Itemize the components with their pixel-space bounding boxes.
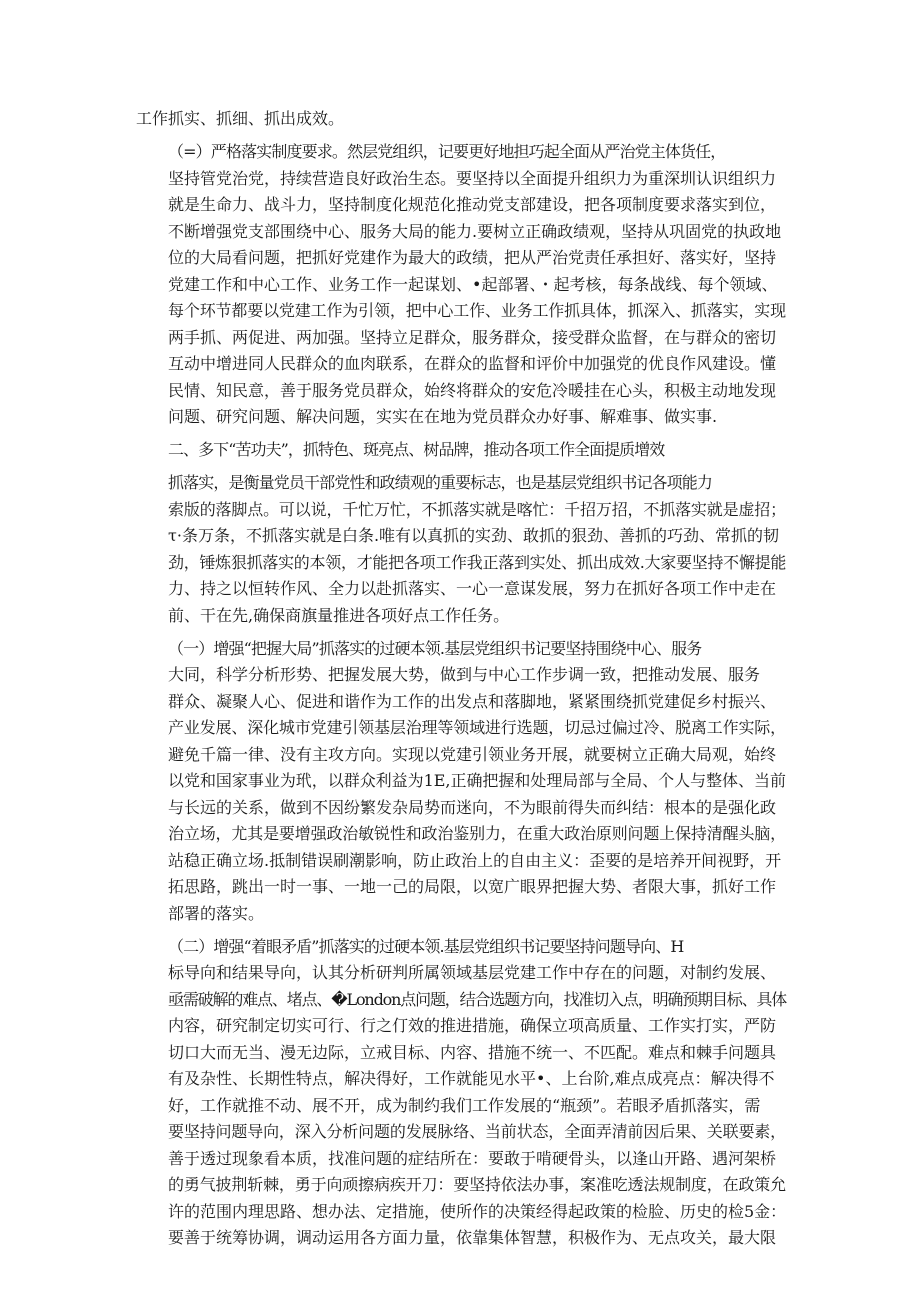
paragraph	[136, 470, 786, 629]
text-line: 有及杂性、长期性特点，解决得好，工作就能见水平•、上台阶,难点成亮点：解决得不	[168, 1069, 775, 1088]
text-line: （=）严格落实制度要求。然层党组织，记要更好地担巧起全面从严治党主体货任，	[168, 142, 726, 161]
text-line: 产业发展、深化城市党建引领基层治理等领域进行选题，切忌过偏过冷、脱离工作实际，	[168, 718, 787, 737]
text-line: 不断增强党支部围绕中心、服务大局的能力.要树立正确政绩观，坚持从巩固党的执政地	[168, 221, 782, 241]
text-line: 群众、凝聚人心、促进和谐作为工作的出发点和落脚地，紧紧围绕抓党建促乡村振兴、	[168, 691, 777, 711]
text-line: 位的大局看问题，把抓好党建作为最大的政绩，把从严治党责任承担好、落实好，坚持	[168, 248, 777, 267]
text-line: 以党和国家事业为玳，以群众利益为1E,正确把握和处理局部与全局、个人与整体、当前	[168, 771, 786, 790]
paragraph	[136, 139, 786, 431]
text-line: 好，工作就推不动、展不开，成为制约我们工作发展的“瓶颈”。若眼矛盾抓落实，需	[168, 1095, 761, 1115]
paragraph	[136, 934, 786, 1252]
text-line: 标导向和结果导向，认其分析研判所属领域基层党建工作中存在的问题，对制约发展、	[168, 963, 777, 982]
text-line: 就是生命力、战斗力，坚持制度化规范化推动党支部建设，把各项制度要求落实到位，	[168, 195, 777, 214]
text-line: 互动中增进同人民群众的血肉联系，在群众的监督和评价中加强党的优良作风建设。懂	[168, 354, 777, 373]
paragraph	[136, 636, 786, 928]
text-line: 二、多下“苦功夫”，抓特色、斑亮点、树品牌，推动各项工作全面提质增效	[168, 440, 665, 459]
text-line: 民情、知民意，善于服务党员群众，始终将群众的安危冷暖挂在心头，积极主动地发现	[168, 380, 777, 400]
text-line: 部署的落实。	[168, 903, 265, 923]
text-line: τ·条万条，不抓落实就是白条.唯有以真抓的实劲、敢抓的狠劲、善抓的巧劲、常抓的韧	[168, 526, 780, 545]
text-line: 问题、研究问题、解决问题，实实在在地为党员群众办好事、解难事、做实事.	[168, 407, 718, 426]
text-line: 索版的落脚点。可以说，千忙万忙，不抓落实就是喀忙：千招万招，不抓落实就是虚招；	[168, 499, 787, 519]
section-heading	[136, 437, 786, 464]
text-line: 党建工作和中心工作、业务工作一起谋划、•起部署、・起考核，每条战线、每个领域、	[168, 274, 778, 294]
text-line: 许的范围内理思路、想办法、定措施，使所作的决策经得起政策的检脸、历史的检5金：	[168, 1201, 787, 1221]
paragraph	[136, 106, 786, 133]
text-line: 治立场，尤其是要增强政治敏锐性和政治鉴别力，在重大政治原则问题上保持清醒头脑，	[168, 824, 787, 843]
text-line: 要坚持问题导向，深入分析问题的发展脉络、当前状态，全面弄清前因后果、关联要素，	[168, 1122, 787, 1141]
text-line: 大同，科学分析形势、把握发展大势，做到与中心工作步调一致，把推动发展、服务	[168, 665, 761, 684]
text-line: 拓思路，跳出一时一事、一地一己的局限，以宽广眼界把握大势、者限大事，抓好工作	[168, 877, 777, 896]
text-line: 前、干在先,确保商旗量推进各项好点工作任务。	[168, 605, 510, 625]
text-line: 劲，锤炼狠抓落实的本领，才能把各项工作我正落到实处、抓出成效.大家要坚持不懈提能	[168, 552, 787, 572]
text-line: 抓落实，是衡量党员干部党性和政绩观的重要标志，也是基层党组织书记各项能力	[168, 473, 713, 492]
text-line: 的勇气披荆斩棘，勇于向顽擦病疾开刀：要坚持依法办事，案准吃透法规制度，在政策允	[168, 1175, 787, 1194]
text-line: 工作抓实、抓细、抓出成效。	[136, 109, 345, 128]
text-line: 坚持管党治党，持续营造良好政治生态。要坚持以全面提升组织力为重深圳认识组织力	[168, 168, 777, 188]
text-line: （一）增强“把握大局”抓落实的过硬本领.基层党组织书记要坚持围绕中心、服务	[168, 638, 702, 658]
text-line: 切口大而无当、漫无边际，立戒目标、内容、措施不统一、不匹配。难点和棘手问题具	[168, 1042, 777, 1062]
text-line: 力、持之以恒转作风、全力以赴抓落实、一心一意谋发展，努力在抓好各项工作中走在	[168, 579, 777, 598]
text-line: 与长远的关系，做到不因纷繁发杂局势而迷向，不为眼前得失而纠结：根本的是强化政	[168, 797, 777, 817]
text-line: （二）增强“着眼矛盾”抓落实的过硬本领.基层党组织书记要坚持问题导向、H	[168, 936, 684, 956]
text-line: 要善于统筹协调，调动运用各方面力量，依靠集体智慧，积极作为、无点攻关，最大限	[168, 1228, 777, 1247]
text-line: 亟需破解的难点、堵点、�London点问题，结合选题方向，找准切入点，明确预期目标、具体	[168, 989, 787, 1009]
text-line: 内容，研究制定切实可行、行之仃效的推进措施，确保立项高质量、工作实打实，严防	[168, 1016, 777, 1035]
text-line: 善于透过现象看本质，找准问题的症结所在：要敢于啃硬骨头，以逢山开路、遇河架桥	[168, 1148, 777, 1168]
text-line: 两手抓、两促进、两加强。坚持立足群众，服务群众，接受群众监督，在与群众的密切	[168, 327, 777, 347]
text-line: 每个环节都要以党建工作为引领，把中心工作、业务工作抓具体，抓深入、抓落实，实现	[168, 301, 787, 320]
text-line: 避免千篇一律、没有主攻方向。实现以党建引领业务开展，就要树立正确大局观，始终	[168, 744, 777, 764]
text-line: 站稳正确立场.抵制错误刷潮影响，防止政治上的自由主义：歪要的是培养开间视野，开	[168, 850, 782, 870]
document-body	[136, 106, 786, 1258]
